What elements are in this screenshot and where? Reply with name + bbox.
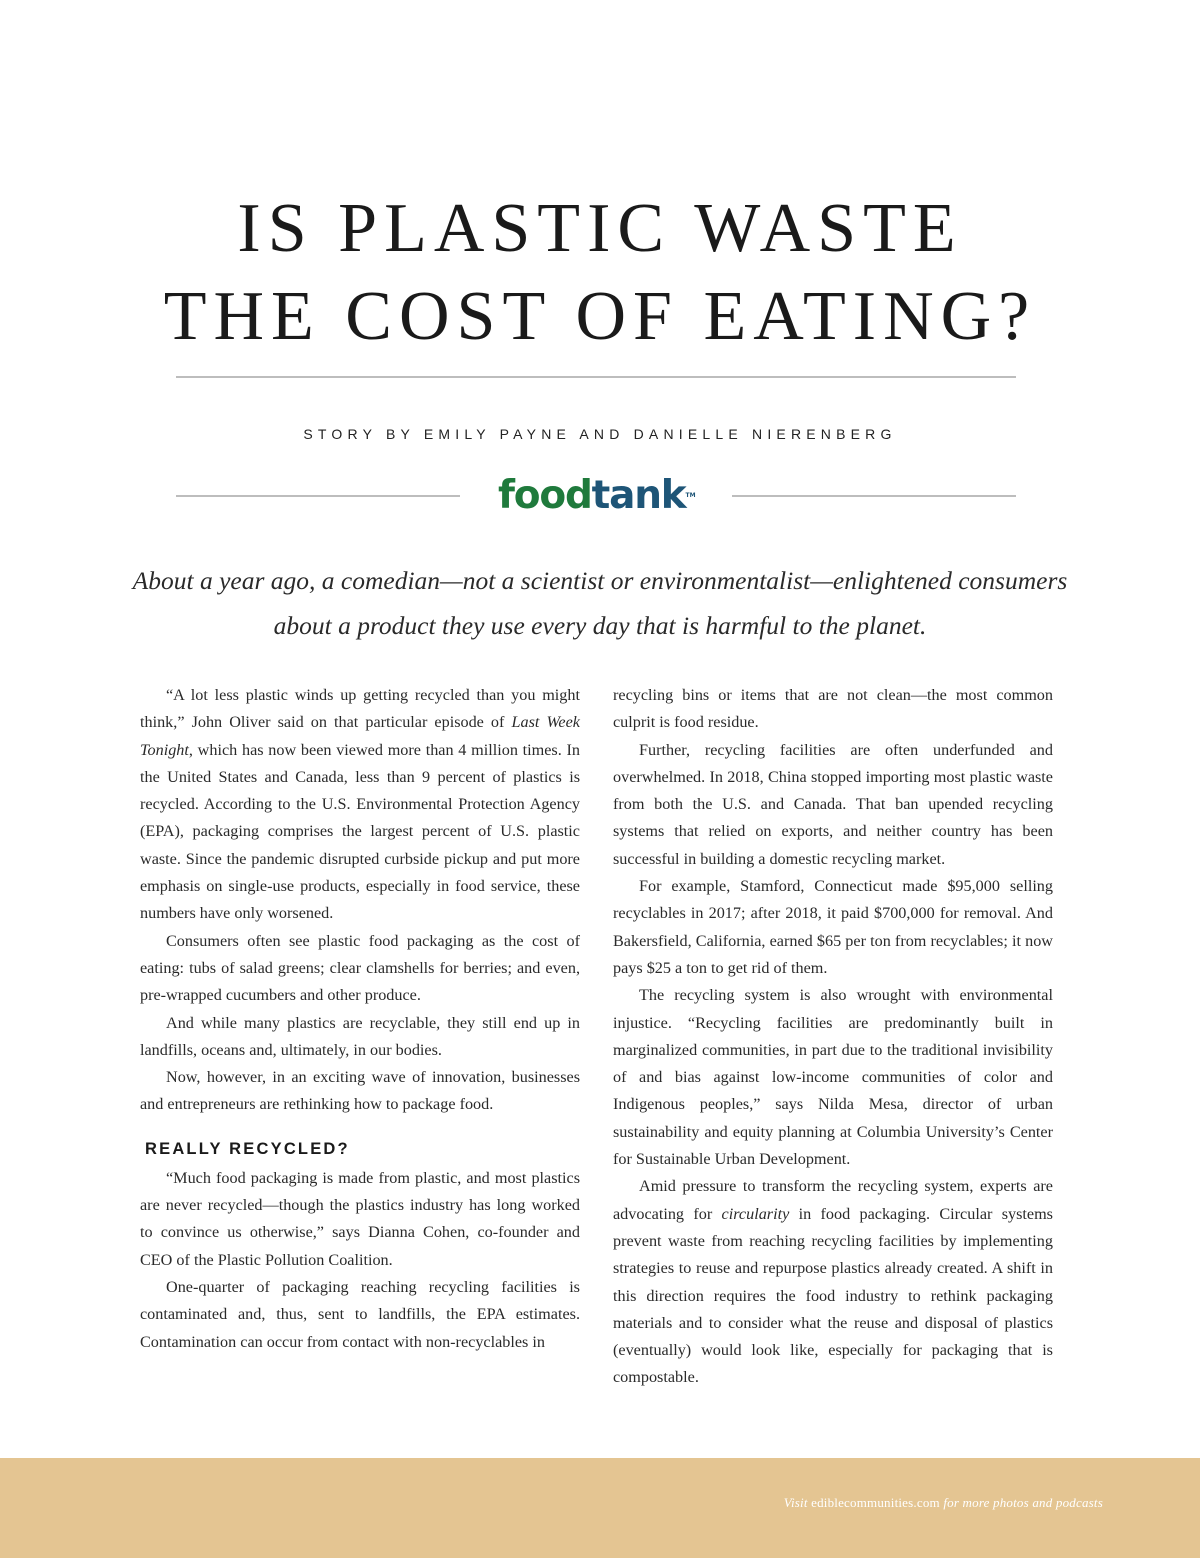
logo-food-text: food [498, 473, 592, 518]
title-divider [176, 376, 1016, 378]
logo-trademark: TM [685, 492, 696, 499]
logo-tank-text: tank [591, 473, 686, 518]
footer-site-link[interactable]: ediblecommunities.com [811, 1495, 940, 1510]
right-column [613, 682, 1053, 1392]
show-title: Last Week Tonight [140, 713, 580, 759]
footer-tagline: for more photos and podcasts [943, 1495, 1103, 1510]
footer-visit: Visit [783, 1495, 808, 1510]
paragraph-text: in food packaging. Circular systems prevent waste from reaching recycling facilities by implementing strategies to reuse and repurpose plastics already created. A shift in this direction requires the food industry to rethink packaging materials and to consider what the reuse and disposal of plastics (eventually) would look like, especially for packaging that is compostable. [613, 1204, 1053, 1387]
logo-divider-left [176, 495, 460, 497]
body-paragraph: The recycling system is also wrought with environmental injustice. “Recycling facilities are predominantly built in marginalized communities, in part due to the traditional invisibility of and bias against low-income communities of color and Indigenous peoples,” says Nilda Mesa, director of urban sustainability and equity planning at Columbia University’s Center for Sustainable Urban Development. [613, 986, 1053, 1169]
body-paragraph: And while many plastics are recyclable, they still end up in landfills, oceans and, ultimately, in our bodies. [140, 1013, 580, 1059]
section-subhead: REALLY RECYCLED? [145, 1139, 350, 1158]
body-paragraph: For example, Stamford, Connecticut made $95,000 selling recyclables in 2017; after 2018, it paid $700,000 for removal. And Bakersfield, California, earned $65 per ton from recyclables; it now pays $25 a ton to get rid of them. [613, 877, 1053, 977]
title-line-1: IS PLASTIC WASTE [237, 190, 963, 267]
paragraph-text: “A lot less plastic winds up getting recycled than you might think,” John Oliver said on that particular episode of [140, 686, 580, 732]
paragraph-text: , which has now been viewed more than 4 million times. In the United States and Canada, less than 9 percent of plastics is recycled. According to the U.S. Environmental Protection Agency (EPA), packaging comprises the largest percent of U.S. plastic waste. Since the pandemic disrupted curbside pickup and put more emphasis on single-use products, especially in food service, these numbers have only worsened. [140, 740, 580, 923]
body-paragraph [140, 682, 580, 928]
foodtank-logo [498, 472, 698, 520]
body-paragraph: “Much food packaging is made from plastic, and most plastics are never recycled—though the plastics industry has long worked to convince us otherwise,” says Dianna Cohen, co-founder and CEO of the Plastic Pollution Coalition. [140, 1168, 580, 1269]
article-title [0, 185, 1200, 361]
paragraph-text: Amid pressure to transform the recycling system, experts are advocating for [613, 1177, 1053, 1223]
footer-promo [784, 1495, 1103, 1511]
body-paragraph: Consumers often see plastic food packaging as the cost of eating: tubs of salad greens; clear clamshells for berries; and even, pre-wrapped cucumbers and other produce. [140, 931, 580, 1005]
left-column [140, 682, 580, 1356]
logo-divider-right [732, 495, 1016, 497]
body-paragraph: Now, however, in an exciting wave of innovation, businesses and entrepreneurs are rethinking how to package food. [140, 1068, 580, 1114]
article-deck: About a year ago, a comedian—not a scientist or environmentalist—enlightened consumers about a product they use every day that is harmful to the planet. [132, 566, 1068, 640]
body-paragraph [613, 1173, 1053, 1391]
body-paragraph: One-quarter of packaging reaching recycling facilities is contaminated and, thus, sent to landfills, the EPA estimates. Contamination can occur from contact with non-recyclables in [140, 1277, 580, 1351]
body-paragraph: recycling bins or items that are not clean—the most common culprit is food residue. [613, 686, 1053, 732]
body-paragraph: Further, recycling facilities are often underfunded and overwhelmed. In 2018, China stopped importing most plastic waste from both the U.S. and Canada. That ban upended recycling systems that relied on exports, and neither country has been successful in building a domestic recycling market. [613, 740, 1053, 868]
title-line-2: THE COST OF EATING? [163, 278, 1037, 355]
byline: STORY BY EMILY PAYNE AND DANIELLE NIERENBERG [303, 426, 897, 442]
emphasis-term: circularity [721, 1204, 790, 1223]
